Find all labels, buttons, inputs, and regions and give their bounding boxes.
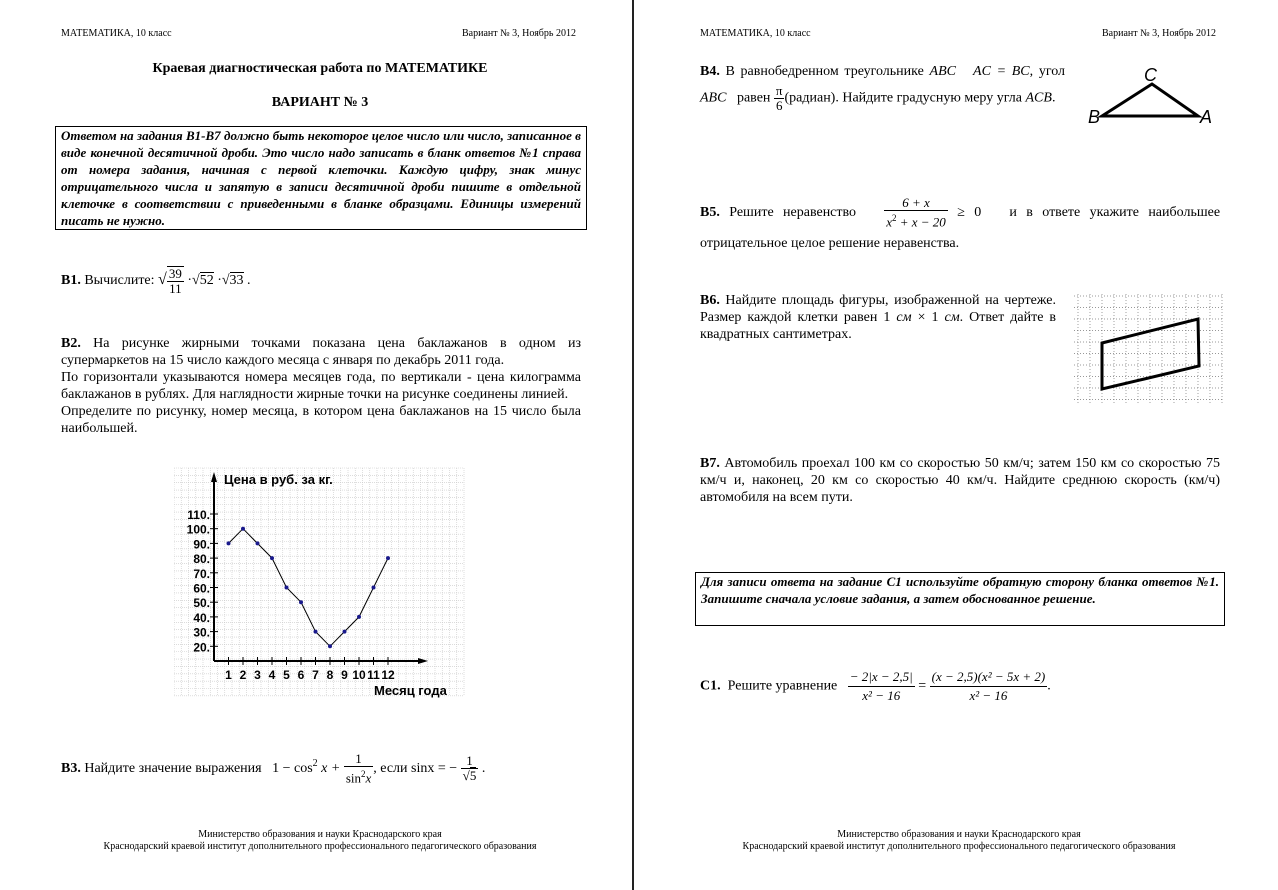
task-b3-fraction: $\frac{1}{\sin^2x}$ <box>345 751 372 786</box>
x-tick-label: 10 <box>352 668 366 682</box>
x-tick-label: 7 <box>312 668 319 682</box>
task-b7: В7. Автомобиль проехал 100 км со скоростью 50 км/ч; затем 150 км со скоростью 75 км/ч и, наконец, 20 км со скоростью 40 км/ч. Найдите среднюю скорость (км/ч) автомобиля на всем пути. <box>700 456 1220 505</box>
task-c1-label: С1. <box>700 678 721 694</box>
x-tick-label: 6 <box>297 668 305 682</box>
data-point <box>270 556 274 560</box>
data-point <box>241 527 245 531</box>
footer-line2: Краснодарский краевой институт дополнительного профессионального педагогического образования <box>103 841 537 852</box>
task-b3: В3. Найдите значение выражения $1 - \cos^2 x$ + $\frac{1}{\sin^2x}$ , если sinx = − $\frac{1}{√5}$ . <box>61 751 486 786</box>
y-tick-label: 60. <box>193 581 210 596</box>
x-tick-label: 8 <box>326 668 334 682</box>
task-b6: В6. Найдите площадь фигуры, изображенной на чертеже. Размер каждой клетки равен 1 см × 1 см. Ответ дайте в квадратных сантиметрах. <box>700 293 1057 342</box>
task-b1-fraction: $\frac{39}{11}$ <box>168 266 182 296</box>
task-b6-label: В6. <box>700 293 720 308</box>
task-b3-expr-b: x + <box>321 760 341 776</box>
right-page <box>634 0 1278 890</box>
x-tick-label: 9 <box>341 668 348 682</box>
footer-right-line1: Министерство образования и науки Краснодарского края <box>837 829 1081 840</box>
data-point <box>256 541 260 545</box>
data-point <box>386 556 390 560</box>
task-b5-fraction: $\frac{6 + x}{x^2 + x - 20}$ <box>886 195 946 230</box>
task-b7-label: В7. <box>700 456 720 471</box>
footer <box>20 829 620 853</box>
task-b2-p3: Определите по рисунку, номер месяца, в котором цена баклажанов на 15 число была наибольшей. <box>61 404 581 436</box>
task-c1-left-fraction: $\frac{- 2|x - 2,5|}{\text{x² − 16}}$ <box>849 669 913 703</box>
task-b3-expr: 1 − cos <box>272 760 313 776</box>
header-subject-right: МАТЕМАТИКА, 10 класс <box>700 28 811 39</box>
instructions-box: Ответом на задания В1-В7 должно быть некоторое целое число или число, записанное в виде конечной десятичной дроби. Это число надо записать в бланк ответов №1 справа от номера задания, начиная с первой клеточки. Каждую цифру, знак минус отрицательного числа и запятую в записи десятичной дроби пишите в отдельной клеточке в соответствии с приведенными в бланке образцами. Единицы измерений писать не нужно. <box>55 126 587 230</box>
data-point <box>314 630 318 634</box>
parallelogram-figure <box>1072 292 1232 408</box>
task-b2-p1: На рисунке жирными точками показана цена баклажанов в одном из супермаркетов на 15 число каждого месяца с января по декабрь 2011 года. <box>61 336 581 368</box>
task-b5-label: В5. <box>700 204 720 220</box>
y-tick-label: 80. <box>193 552 210 567</box>
task-b1-root2: 52 <box>199 273 214 289</box>
sqrt-icon: √ <box>158 271 167 289</box>
task-b1: В1. Вычислите: √ $\frac{39}{11}$ ·√52 ·√33 . <box>61 266 251 296</box>
task-b2-p2: По горизонтали указываются номера месяцев года, по вертикали - цена килограмма баклажанов в рублях. Для наглядности жирные точки на рисунке соединены линией. <box>61 370 581 402</box>
header-subject: МАТЕМАТИКА, 10 класс <box>61 28 172 39</box>
x-tick-label: 11 <box>367 668 380 682</box>
price-line <box>229 529 389 647</box>
x-tick-label: 2 <box>239 668 247 682</box>
y-tick-label: 40. <box>193 610 210 625</box>
data-point <box>357 615 361 619</box>
task-b5: В5. Решите неравенство $\frac{6 + x}{x^2 + x - 20}$ ≥ 0 и в ответе укажите наибольшее отрицательное целое решение неравенства. <box>700 195 1221 252</box>
task-b3-sup: 2 <box>312 758 318 770</box>
vertex-c: C <box>1144 65 1157 85</box>
parallelogram-shape <box>1102 319 1199 389</box>
header-variant-right: Вариант № 3, Ноябрь 2012 <box>1102 28 1216 39</box>
x-tick-label: 12 <box>381 668 395 682</box>
task-b3-condition: , если sinx = − <box>373 760 458 776</box>
task-b3-label: В3. <box>61 760 81 776</box>
data-point <box>372 586 376 590</box>
data-point <box>299 600 303 604</box>
vertex-a: A <box>1200 107 1213 127</box>
grid-lines <box>1074 294 1224 404</box>
y-tick-label: 30. <box>193 625 210 640</box>
data-point <box>227 541 231 545</box>
left-page <box>0 0 632 890</box>
x-tick-label: 3 <box>254 668 261 682</box>
task-b1-label: В1. <box>61 273 81 289</box>
variant-title: ВАРИАНТ № 3 <box>271 95 369 110</box>
footer-right-line2: Краснодарский краевой институт дополнительного профессионального педагогического образования <box>742 841 1176 852</box>
task-c1: С1. Решите уравнение $\frac{- 2|x - 2,5|}{\text{x² − 16}}$ = $\frac{\text{(x − 2,5)(x² − 5x + 2)}}{\text{x² − 16}}$ . <box>700 669 1051 703</box>
task-b3-cond-fraction: $\frac{1}{√5}$ <box>462 753 477 784</box>
task-b4: В4. В равнобедренном треугольнике ABC AC = BC, угол ABC равен $\frac{\pi}{6}$ (радиан). Найдите градусную меру угла ACB. <box>700 64 1066 113</box>
task-c1-right-fraction: $\frac{\text{(x − 2,5)(x² − 5x + 2)}}{\text{x² − 16}}$ <box>931 669 1046 703</box>
footer-line1: Министерство образования и науки Краснодарского края <box>198 829 442 840</box>
chart-marks <box>227 527 391 649</box>
chart-x-label: Месяц года <box>374 683 447 698</box>
instructions-box-c: Для записи ответа на задание С1 используйте обратную сторону бланка ответов №1. Запишите сначала условие задания, а затем обоснованное решение. <box>695 572 1225 626</box>
task-b3-text: Найдите значение выражения <box>84 760 262 776</box>
task-b2-label: В2. <box>61 336 81 351</box>
header-variant: Вариант № 3, Ноябрь 2012 <box>462 28 576 39</box>
triangle-figure <box>1086 62 1226 128</box>
y-tick-label: 20. <box>193 640 210 655</box>
y-tick-label: 100. <box>186 522 210 537</box>
task-b1-text: Вычислите: <box>84 273 155 289</box>
page-title: Краевая диагностическая работа по МАТЕМАТИКЕ <box>152 61 488 76</box>
footer-right <box>659 829 1259 853</box>
data-point <box>328 644 332 648</box>
chart-y-label: Цена в руб. за кг. <box>224 472 333 487</box>
x-tick-label: 5 <box>283 668 290 682</box>
vertex-b: B <box>1088 107 1101 127</box>
data-point <box>285 586 289 590</box>
task-b4-fraction: $\frac{\pi}{6}$ <box>775 83 783 113</box>
y-tick-label: 50. <box>193 596 210 611</box>
y-tick-label: 90. <box>193 537 210 552</box>
y-axis-arrow <box>211 472 217 482</box>
x-tick-label: 1 <box>225 668 232 682</box>
price-chart <box>174 464 466 704</box>
task-b4-label: В4. <box>700 64 720 79</box>
y-tick-label: 70. <box>193 566 210 581</box>
task-b2 <box>61 335 581 437</box>
data-point <box>343 630 347 634</box>
x-tick-label: 4 <box>268 668 276 682</box>
triangle-shape <box>1102 84 1198 116</box>
y-tick-label: 110. <box>187 508 210 522</box>
task-b1-root3: 33 <box>229 273 244 289</box>
